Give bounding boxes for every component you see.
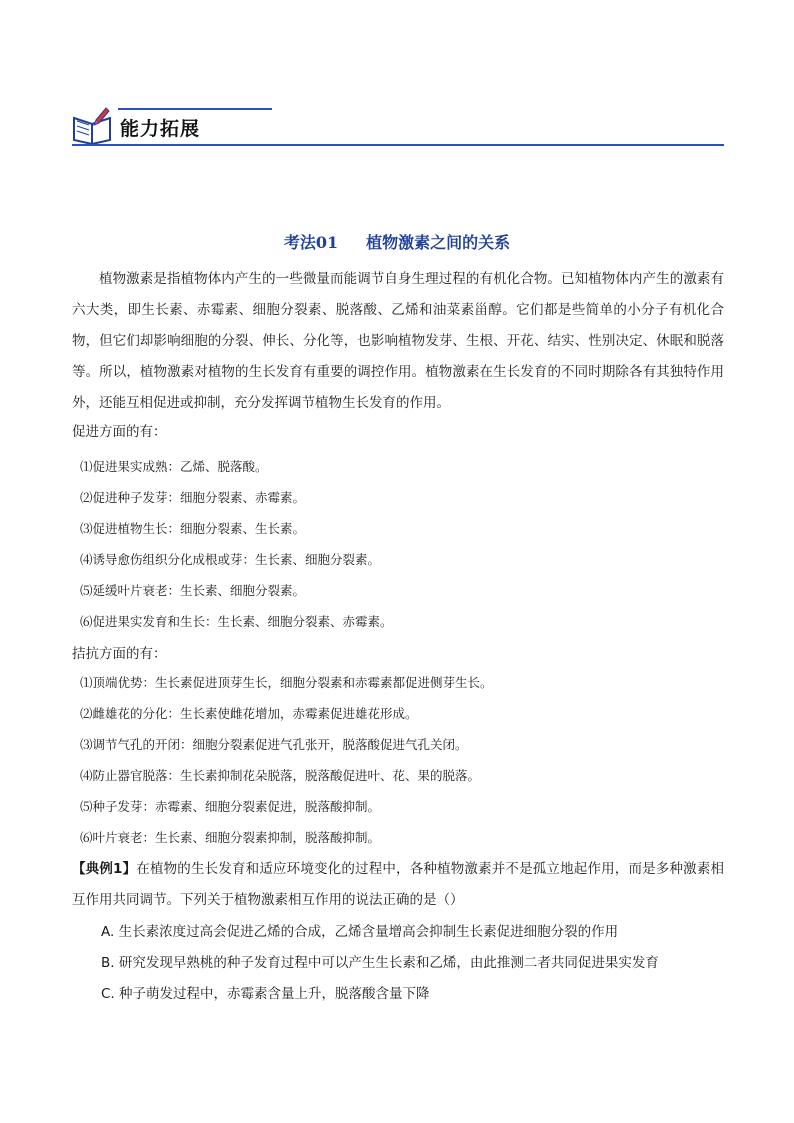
- list-item: ⑹促进果实发育和生长：生长素、细胞分裂素、赤霉素。: [80, 614, 393, 629]
- example-question: [72, 854, 724, 916]
- list-item: ⑸种子发芽：赤霉素、细胞分裂素促进，脱落酸抑制。: [80, 799, 381, 814]
- list-item: ⑵雌雄花的分化：生长素使雌花增加，赤霉素促进雄花形成。: [80, 706, 418, 721]
- option-c: C. 种子萌发过程中，赤霉素含量上升，脱落酸含量下降: [101, 986, 430, 1002]
- intro-paragraph: 植物激素是指植物体内产生的一些微量而能调节自身生理过程的有机化合物。已知植物体内产生的激素有六大类，即生长素、赤霉素、细胞分裂素、脱落酸、乙烯和油菜素甾醇。它们都是些简单的小分子有机化合物，但它们却影响细胞的分裂、伸长、分化等，也影响植物发芽、生根、开花、结实、性别决定、休眠和脱落等。所以，植物激素对植物的生长发育有重要的调控作用。植物激素在生长发育的不同时期除各有其独特作用外，还能互相促进或抑制，充分发挥调节植物生长发育的作用。: [72, 271, 724, 411]
- example-options: [101, 917, 659, 1010]
- list-item: ⑷诱导愈伤组织分化成根或芽：生长素、细胞分裂素。: [80, 552, 381, 567]
- list-item: ⑹叶片衰老：生长素、细胞分裂素抑制，脱落酸抑制。: [80, 830, 381, 845]
- section-title: [0, 230, 794, 253]
- promote-heading: 促进方面的有：: [72, 424, 167, 440]
- list-item: ⑷防止器官脱落：生长素抑制花朵脱落，脱落酸促进叶、花、果的脱落。: [80, 768, 481, 783]
- promote-list: [80, 451, 393, 637]
- list-item: ⑴促进果实成熟：乙烯、脱落酸。: [80, 459, 268, 474]
- header-title: 能力拓展: [120, 118, 201, 140]
- header-title-line: [118, 108, 272, 110]
- section-number: 考法01: [283, 233, 339, 252]
- list-item: ⑸延缓叶片衰老：生长素、细胞分裂素。: [80, 583, 306, 598]
- example-tag: 【典例1】: [72, 861, 137, 877]
- antagonize-heading: 拮抗方面的有：: [72, 646, 167, 662]
- option-b: B. 研究发现早熟桃的种子发育过程中可以产生生长素和乙烯，由此推测二者共同促进果实发育: [101, 955, 659, 971]
- example-question-text: 在植物的生长发育和适应环境变化的过程中，各种植物激素并不是孤立地起作用，而是多种激素相互作用共同调节。下列关于植物激素相互作用的说法正确的是（）: [72, 861, 724, 908]
- section-name: 植物激素之间的关系: [366, 233, 511, 252]
- list-item: ⑶调节气孔的开闭：细胞分裂素促进气孔张开，脱落酸促进气孔关闭。: [80, 737, 468, 752]
- book-pencil-icon: [72, 106, 112, 144]
- header-rule: [72, 144, 724, 146]
- antagonize-list: [80, 667, 493, 853]
- list-item: ⑶促进植物生长：细胞分裂素、生长素。: [80, 521, 306, 536]
- page-header: [72, 104, 724, 148]
- option-a: A. 生长素浓度过高会促进乙烯的合成，乙烯含量增高会抑制生长素促进细胞分裂的作用: [101, 924, 619, 940]
- list-item: ⑴顶端优势：生长素促进顶芽生长，细胞分裂素和赤霉素都促进侧芽生长。: [80, 675, 493, 690]
- list-item: ⑵促进种子发芽：细胞分裂素、赤霉素。: [80, 490, 306, 505]
